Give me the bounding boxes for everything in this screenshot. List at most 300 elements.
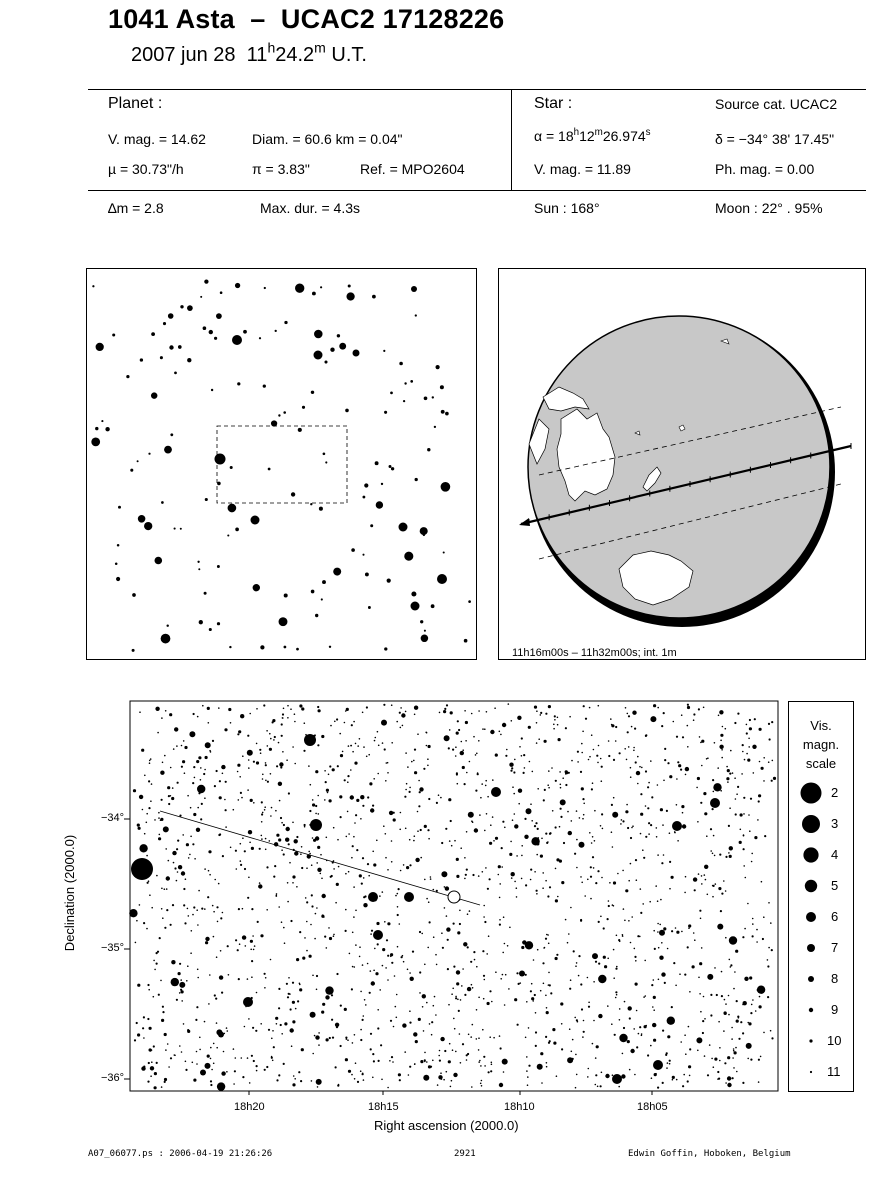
chart-star bbox=[770, 922, 772, 924]
chart-bright-star bbox=[653, 1060, 663, 1070]
chart-star bbox=[511, 872, 515, 876]
chart-star bbox=[174, 867, 176, 869]
chart-star bbox=[694, 939, 696, 941]
source-catalog: Source cat. UCAC2 bbox=[715, 96, 838, 112]
chart-star bbox=[352, 751, 354, 753]
chart-star bbox=[749, 830, 751, 832]
chart-star bbox=[161, 1019, 164, 1022]
event-date: 2007 jun 28 bbox=[131, 44, 236, 66]
chart-star bbox=[535, 1031, 537, 1033]
chart-star bbox=[420, 857, 422, 859]
chart-star bbox=[667, 1035, 670, 1038]
chart-star bbox=[362, 805, 364, 807]
chart-star bbox=[177, 871, 179, 873]
chart-star bbox=[156, 875, 158, 877]
chart-star bbox=[323, 916, 325, 918]
chart-star bbox=[570, 907, 572, 909]
chart-star bbox=[611, 1023, 613, 1025]
finder-bright-star bbox=[411, 602, 420, 611]
chart-star bbox=[170, 1057, 172, 1059]
chart-star bbox=[382, 965, 384, 967]
chart-star bbox=[370, 933, 372, 935]
chart-star bbox=[331, 875, 333, 877]
chart-star bbox=[560, 1002, 563, 1005]
chart-star bbox=[437, 1084, 439, 1086]
chart-star bbox=[352, 966, 354, 968]
chart-star bbox=[712, 853, 714, 855]
chart-star bbox=[179, 1045, 181, 1047]
chart-star bbox=[731, 1038, 733, 1040]
chart-star bbox=[375, 737, 377, 739]
chart-star bbox=[729, 807, 731, 809]
finder-star bbox=[132, 593, 136, 597]
chart-star bbox=[567, 811, 569, 813]
chart-star bbox=[678, 764, 681, 767]
chart-star bbox=[439, 1060, 441, 1062]
chart-star bbox=[216, 1047, 218, 1049]
chart-star bbox=[630, 1049, 634, 1053]
chart-star bbox=[751, 1004, 753, 1006]
chart-star bbox=[525, 1037, 527, 1039]
chart-star bbox=[542, 872, 544, 874]
chart-star bbox=[534, 825, 536, 827]
chart-star bbox=[353, 721, 355, 723]
chart-star bbox=[727, 781, 729, 783]
chart-star bbox=[718, 887, 721, 890]
chart-star bbox=[296, 836, 298, 838]
finder-star bbox=[137, 460, 139, 462]
chart-star bbox=[315, 805, 317, 807]
chart-star bbox=[540, 990, 542, 992]
chart-star bbox=[162, 1006, 164, 1008]
chart-star bbox=[287, 717, 289, 719]
chart-star bbox=[494, 707, 496, 709]
chart-star bbox=[216, 770, 218, 772]
chart-star bbox=[717, 1078, 719, 1080]
chart-star bbox=[230, 847, 232, 849]
chart-star bbox=[160, 980, 162, 982]
chart-star bbox=[217, 921, 219, 923]
chart-star bbox=[543, 799, 545, 801]
chart-star bbox=[265, 849, 267, 851]
chart-star bbox=[316, 1079, 322, 1085]
chart-star bbox=[219, 796, 222, 799]
chart-star bbox=[148, 780, 150, 782]
chart-star bbox=[218, 707, 220, 709]
chart-star bbox=[512, 819, 514, 821]
chart-star bbox=[304, 722, 306, 724]
chart-star bbox=[213, 1043, 215, 1045]
chart-star bbox=[225, 729, 227, 731]
finder-star bbox=[384, 411, 387, 414]
chart-star bbox=[514, 759, 516, 761]
chart-star bbox=[727, 1076, 731, 1080]
chart-star bbox=[236, 868, 238, 870]
chart-star bbox=[634, 956, 636, 958]
finder-star bbox=[243, 330, 247, 334]
chart-star bbox=[623, 1027, 625, 1029]
chart-star bbox=[237, 771, 239, 773]
chart-star bbox=[287, 882, 289, 884]
chart-star bbox=[417, 733, 419, 735]
chart-star bbox=[471, 984, 473, 986]
finder-star bbox=[116, 577, 120, 581]
chart-star bbox=[191, 930, 193, 932]
chart-star bbox=[462, 749, 464, 751]
chart-star bbox=[287, 996, 289, 998]
chart-star bbox=[489, 990, 491, 992]
chart-star bbox=[480, 1065, 482, 1067]
chart-star bbox=[301, 867, 303, 869]
chart-star bbox=[457, 720, 459, 722]
chart-star bbox=[622, 870, 624, 872]
finder-star bbox=[284, 321, 287, 324]
chart-star bbox=[762, 938, 764, 940]
chart-star bbox=[697, 1050, 699, 1052]
chart-star bbox=[391, 861, 393, 863]
chart-star bbox=[271, 1057, 273, 1059]
finder-star bbox=[348, 284, 351, 287]
chart-star bbox=[377, 943, 379, 945]
chart-star bbox=[452, 988, 454, 990]
chart-star bbox=[310, 784, 312, 786]
chart-star bbox=[258, 884, 262, 888]
chart-star bbox=[537, 1064, 543, 1070]
chart-star bbox=[735, 950, 738, 953]
chart-star bbox=[266, 909, 268, 911]
chart-star bbox=[502, 1059, 508, 1065]
chart-star bbox=[676, 804, 678, 806]
chart-star bbox=[619, 1034, 627, 1042]
chart-star bbox=[376, 840, 378, 842]
chart-star bbox=[467, 987, 471, 991]
chart-star bbox=[142, 809, 144, 811]
chart-star bbox=[701, 765, 703, 767]
chart-star bbox=[259, 749, 261, 751]
chart-star bbox=[346, 836, 348, 838]
chart-star bbox=[537, 788, 539, 790]
chart-star bbox=[585, 718, 587, 720]
finder-star bbox=[368, 606, 371, 609]
chart-star bbox=[205, 937, 209, 941]
chart-star bbox=[456, 772, 458, 774]
chart-star bbox=[345, 873, 347, 875]
chart-star bbox=[604, 965, 607, 968]
chart-star bbox=[282, 751, 284, 753]
chart-star bbox=[489, 878, 491, 880]
chart-star bbox=[237, 733, 239, 735]
chart-star bbox=[402, 1023, 406, 1027]
chart-star bbox=[531, 997, 534, 1000]
chart-star bbox=[372, 851, 374, 853]
chart-star bbox=[320, 873, 322, 875]
chart-star bbox=[137, 824, 140, 827]
chart-star bbox=[430, 876, 432, 878]
chart-star bbox=[386, 939, 388, 941]
chart-star bbox=[333, 868, 335, 870]
chart-star bbox=[430, 1066, 432, 1068]
chart-star bbox=[151, 1049, 153, 1051]
chart-star bbox=[468, 1034, 470, 1036]
chart-star bbox=[464, 783, 466, 785]
chart-star bbox=[443, 710, 446, 713]
chart-star bbox=[680, 769, 682, 771]
chart-star bbox=[218, 883, 220, 885]
planet-diam: Diam. = 60.6 km = 0.04" bbox=[252, 131, 403, 147]
chart-star bbox=[527, 1084, 529, 1086]
chart-star bbox=[571, 760, 573, 762]
chart-star bbox=[518, 803, 520, 805]
chart-star bbox=[269, 733, 271, 735]
chart-star bbox=[301, 1048, 304, 1051]
chart-star bbox=[636, 1046, 638, 1048]
chart-star bbox=[579, 817, 581, 819]
chart-star bbox=[445, 828, 447, 830]
chart-star bbox=[250, 799, 253, 802]
ytick-label-35: −35° bbox=[101, 942, 125, 954]
chart-star bbox=[235, 939, 237, 941]
chart-star bbox=[311, 864, 313, 866]
chart-star bbox=[278, 742, 280, 744]
chart-star bbox=[440, 1072, 442, 1074]
chart-star bbox=[685, 774, 687, 776]
chart-star bbox=[439, 1050, 441, 1052]
chart-star bbox=[669, 1063, 671, 1065]
chart-star bbox=[347, 1039, 349, 1041]
chart-star bbox=[465, 874, 467, 876]
chart-star bbox=[402, 725, 404, 727]
chart-star bbox=[264, 809, 266, 811]
finder-star bbox=[132, 649, 135, 652]
chart-star bbox=[188, 915, 190, 917]
finder-chart bbox=[86, 268, 477, 660]
chart-star bbox=[558, 738, 561, 741]
chart-star bbox=[478, 997, 480, 999]
chart-star bbox=[357, 1081, 359, 1083]
finder-star bbox=[211, 389, 213, 391]
chart-star bbox=[418, 805, 420, 807]
chart-star bbox=[616, 994, 618, 996]
chart-star bbox=[352, 845, 354, 847]
chart-star bbox=[168, 860, 170, 862]
chart-star bbox=[312, 799, 314, 801]
finder-star bbox=[214, 337, 217, 340]
chart-star bbox=[174, 1055, 176, 1057]
chart-star bbox=[587, 1076, 589, 1078]
chart-star bbox=[137, 984, 140, 987]
chart-star bbox=[366, 756, 368, 758]
chart-star bbox=[486, 711, 488, 713]
chart-star bbox=[363, 1079, 365, 1081]
chart-star bbox=[727, 1083, 731, 1087]
finder-star bbox=[387, 578, 391, 582]
chart-star bbox=[225, 781, 227, 783]
finder-bright-star bbox=[215, 454, 226, 465]
chart-star bbox=[401, 713, 405, 717]
chart-star bbox=[649, 901, 651, 903]
chart-star bbox=[431, 1021, 433, 1023]
chart-star bbox=[196, 1063, 198, 1065]
chart-star bbox=[504, 1004, 506, 1006]
chart-star bbox=[502, 723, 506, 727]
chart-star bbox=[329, 1037, 331, 1039]
chart-star bbox=[248, 767, 250, 769]
chart-star bbox=[204, 868, 206, 870]
chart-star bbox=[369, 782, 372, 785]
chart-star bbox=[286, 983, 288, 985]
chart-star bbox=[656, 836, 658, 838]
chart-star bbox=[339, 733, 341, 735]
chart-star bbox=[545, 938, 547, 940]
chart-star bbox=[406, 783, 408, 785]
chart-star bbox=[663, 780, 665, 782]
chart-star bbox=[654, 1073, 657, 1076]
chart-star bbox=[324, 799, 326, 801]
chart-star bbox=[220, 950, 222, 952]
chart-star bbox=[541, 1082, 543, 1084]
chart-star bbox=[456, 970, 460, 974]
chart-star bbox=[759, 996, 761, 998]
chart-star bbox=[639, 766, 641, 768]
chart-star bbox=[290, 1028, 294, 1032]
chart-star bbox=[719, 745, 723, 749]
chart-star bbox=[547, 784, 549, 786]
chart-star bbox=[447, 939, 449, 941]
chart-star bbox=[158, 994, 160, 996]
chart-star bbox=[397, 914, 399, 916]
chart-star bbox=[193, 906, 195, 908]
chart-star bbox=[517, 716, 521, 720]
chart-star bbox=[310, 924, 312, 926]
chart-star bbox=[432, 1060, 434, 1062]
chart-star bbox=[177, 840, 179, 842]
chart-star bbox=[397, 946, 399, 948]
chart-star bbox=[173, 748, 175, 750]
chart-star bbox=[652, 1023, 656, 1027]
chart-star bbox=[771, 949, 773, 951]
finder-star bbox=[217, 565, 220, 568]
chart-star bbox=[196, 1006, 198, 1008]
chart-star bbox=[583, 705, 585, 707]
chart-star bbox=[157, 732, 159, 734]
chart-star bbox=[548, 705, 551, 708]
finder-star bbox=[420, 620, 423, 623]
chart-star bbox=[588, 1006, 590, 1008]
finder-star bbox=[151, 332, 155, 336]
chart-star bbox=[185, 1069, 187, 1071]
chart-star bbox=[559, 771, 561, 773]
chart-star bbox=[650, 760, 652, 762]
chart-star bbox=[624, 1001, 626, 1003]
chart-star bbox=[682, 824, 686, 828]
chart-star bbox=[630, 767, 632, 769]
chart-star bbox=[542, 887, 544, 889]
chart-star bbox=[464, 878, 466, 880]
chart-star bbox=[476, 1038, 478, 1040]
chart-star bbox=[424, 1059, 426, 1061]
globe-svg bbox=[499, 269, 865, 659]
chart-star bbox=[194, 777, 196, 779]
chart-star bbox=[387, 979, 389, 981]
chart-star bbox=[755, 1010, 757, 1012]
chart-star bbox=[548, 787, 550, 789]
chart-star bbox=[161, 799, 163, 801]
chart-star bbox=[244, 850, 246, 852]
chart-star bbox=[318, 1032, 320, 1034]
chart-star bbox=[676, 778, 678, 780]
chart-star bbox=[688, 1065, 691, 1068]
chart-star bbox=[292, 1083, 295, 1086]
chart-star bbox=[179, 815, 181, 817]
chart-star bbox=[154, 1072, 157, 1075]
finder-star bbox=[174, 372, 177, 375]
chart-star bbox=[223, 1051, 225, 1053]
chart-star bbox=[756, 941, 758, 943]
chart-star bbox=[615, 997, 617, 999]
chart-star bbox=[458, 729, 460, 731]
chart-star bbox=[657, 923, 659, 925]
chart-star bbox=[360, 1070, 362, 1072]
chart-star bbox=[767, 996, 769, 998]
planet-vmag: V. mag. = 14.62 bbox=[108, 131, 206, 147]
chart-star bbox=[292, 1001, 295, 1004]
chart-star bbox=[581, 743, 583, 745]
chart-star bbox=[730, 750, 732, 752]
chart-star bbox=[622, 935, 624, 937]
chart-star bbox=[619, 1019, 621, 1021]
chart-star bbox=[666, 1052, 668, 1054]
chart-star bbox=[238, 908, 240, 910]
scale-dot-8 bbox=[808, 976, 814, 982]
finder-star bbox=[263, 384, 266, 387]
scale-label-8: 8 bbox=[831, 971, 839, 986]
chart-star bbox=[589, 832, 591, 834]
chart-star bbox=[705, 879, 707, 881]
chart-star bbox=[282, 713, 284, 715]
chart-star bbox=[207, 1055, 210, 1058]
chart-star bbox=[669, 775, 672, 778]
chart-star bbox=[454, 840, 456, 842]
chart-star bbox=[637, 783, 639, 785]
chart-star bbox=[502, 952, 504, 954]
chart-star bbox=[396, 1017, 398, 1019]
chart-star bbox=[689, 991, 691, 993]
chart-star bbox=[673, 721, 675, 723]
chart-star bbox=[178, 972, 181, 975]
chart-star bbox=[387, 1087, 389, 1089]
chart-star bbox=[312, 837, 314, 839]
chart-star bbox=[770, 1030, 772, 1032]
chart-star bbox=[205, 1063, 211, 1069]
chart-star bbox=[652, 1006, 654, 1008]
chart-star bbox=[449, 729, 451, 731]
chart-star bbox=[373, 778, 375, 780]
chart-star bbox=[136, 920, 138, 922]
chart-star bbox=[337, 839, 339, 841]
chart-star bbox=[317, 795, 319, 797]
chart-star bbox=[256, 761, 259, 764]
chart-star bbox=[759, 1005, 762, 1008]
chart-star bbox=[556, 858, 559, 861]
chart-star bbox=[389, 1060, 391, 1062]
chart-star bbox=[699, 736, 701, 738]
event-datetime: 2007 jun 28 11$^h$24.2$^m$ U.T. bbox=[131, 39, 367, 66]
chart-star bbox=[303, 750, 305, 752]
chart-star bbox=[409, 787, 411, 789]
finder-star bbox=[337, 334, 340, 337]
chart-star bbox=[290, 1008, 292, 1010]
chart-star bbox=[227, 1030, 229, 1032]
